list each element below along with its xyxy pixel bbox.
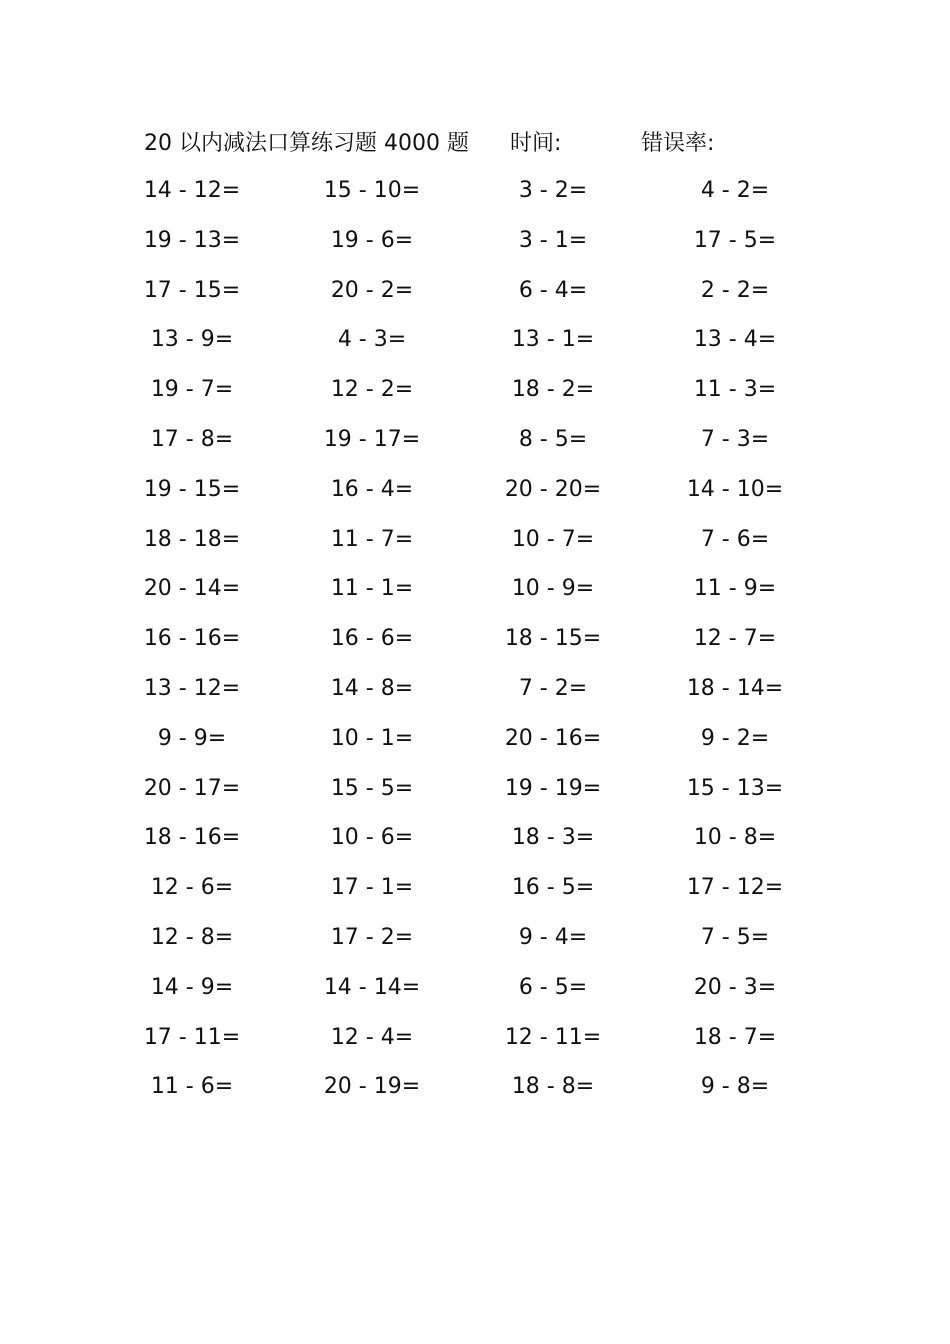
problem-item: 12 - 7=	[693, 626, 777, 652]
problem-item: 19 - 15=	[143, 476, 241, 502]
problem-item: 18 - 14=	[686, 675, 784, 701]
problem-item: 12 - 4=	[330, 1024, 414, 1050]
problem-item: 20 - 17=	[143, 775, 241, 801]
problem-item: 19 - 6=	[330, 227, 414, 253]
problem-row	[0, 867, 950, 917]
problem-item: 18 - 7=	[693, 1024, 777, 1050]
problem-row	[0, 1066, 950, 1116]
problem-row	[0, 170, 950, 220]
problem-item: 14 - 12=	[143, 178, 241, 203]
problem-row	[0, 369, 950, 419]
problem-row	[0, 768, 950, 818]
problem-item: 14 - 10=	[686, 476, 784, 502]
problem-item: 14 - 8=	[330, 675, 414, 701]
problem-item: 2 - 2=	[700, 277, 770, 303]
problem-row	[0, 1017, 950, 1067]
problem-item: 18 - 2=	[511, 377, 595, 403]
problem-item: 13 - 12=	[143, 675, 241, 701]
problem-item: 8 - 5=	[518, 426, 588, 452]
problem-item: 15 - 5=	[330, 775, 414, 801]
problem-item: 9 - 4=	[518, 924, 588, 950]
problem-item: 10 - 1=	[330, 725, 414, 751]
problem-item: 15 - 10=	[323, 178, 421, 203]
problem-item: 11 - 9=	[693, 576, 777, 602]
problem-row	[0, 319, 950, 369]
problem-item: 17 - 8=	[150, 426, 234, 452]
problem-row	[0, 419, 950, 469]
time-label: 时间:	[510, 131, 562, 156]
problem-item: 4 - 3=	[337, 327, 407, 353]
problem-row	[0, 917, 950, 967]
problem-item: 20 - 20=	[504, 476, 602, 502]
problem-item: 16 - 5=	[511, 875, 595, 901]
problem-item: 16 - 6=	[330, 626, 414, 652]
problem-item: 19 - 19=	[504, 775, 602, 801]
problem-item: 18 - 8=	[511, 1074, 595, 1100]
problem-item: 13 - 1=	[511, 327, 595, 353]
problem-item: 6 - 4=	[518, 277, 588, 303]
problem-item: 10 - 9=	[511, 576, 595, 602]
problem-item: 11 - 3=	[693, 377, 777, 403]
problem-item: 12 - 6=	[150, 875, 234, 901]
problem-item: 15 - 13=	[686, 775, 784, 801]
problem-item: 20 - 2=	[330, 277, 414, 303]
problem-item: 19 - 13=	[143, 227, 241, 253]
problem-item: 16 - 4=	[330, 476, 414, 502]
problem-row	[0, 220, 950, 270]
worksheet-header	[144, 124, 804, 164]
problem-item: 7 - 6=	[700, 526, 770, 552]
problem-item: 19 - 7=	[150, 377, 234, 403]
worksheet-title: 20 以内减法口算练习题 4000 题	[144, 131, 469, 156]
problem-item: 14 - 14=	[323, 974, 421, 1000]
problem-item: 4 - 2=	[700, 178, 770, 203]
problem-item: 17 - 5=	[693, 227, 777, 253]
problem-row	[0, 967, 950, 1017]
problem-item: 3 - 2=	[518, 178, 588, 203]
problem-item: 13 - 4=	[693, 327, 777, 353]
problem-item: 17 - 11=	[143, 1024, 241, 1050]
problem-item: 18 - 15=	[504, 626, 602, 652]
problem-item: 20 - 19=	[323, 1074, 421, 1100]
problem-item: 9 - 8=	[700, 1074, 770, 1100]
problem-item: 7 - 2=	[518, 675, 588, 701]
problem-item: 6 - 5=	[518, 974, 588, 1000]
problem-grid	[0, 170, 950, 1116]
problem-item: 16 - 16=	[143, 626, 241, 652]
problem-item: 12 - 11=	[504, 1024, 602, 1050]
problem-item: 13 - 9=	[150, 327, 234, 353]
problem-item: 11 - 7=	[330, 526, 414, 552]
problem-item: 20 - 16=	[504, 725, 602, 751]
problem-item: 20 - 3=	[693, 974, 777, 1000]
problem-item: 18 - 3=	[511, 825, 595, 851]
problem-item: 7 - 5=	[700, 924, 770, 950]
problem-item: 7 - 3=	[700, 426, 770, 452]
problem-item: 20 - 14=	[143, 576, 241, 602]
problem-item: 17 - 15=	[143, 277, 241, 303]
problem-item: 11 - 6=	[150, 1074, 234, 1100]
problem-row	[0, 817, 950, 867]
problem-item: 11 - 1=	[330, 576, 414, 602]
problem-item: 17 - 1=	[330, 875, 414, 901]
problem-row	[0, 668, 950, 718]
problem-row	[0, 469, 950, 519]
problem-row	[0, 519, 950, 569]
problem-item: 14 - 9=	[150, 974, 234, 1000]
problem-item: 10 - 7=	[511, 526, 595, 552]
problem-item: 9 - 9=	[157, 725, 227, 751]
problem-row	[0, 718, 950, 768]
problem-item: 18 - 18=	[143, 526, 241, 552]
problem-item: 12 - 8=	[150, 924, 234, 950]
problem-row	[0, 568, 950, 618]
problem-item: 19 - 17=	[323, 426, 421, 452]
error-rate-label: 错误率:	[641, 131, 715, 156]
problem-item: 3 - 1=	[518, 227, 588, 253]
problem-item: 17 - 12=	[686, 875, 784, 901]
problem-item: 12 - 2=	[330, 377, 414, 403]
problem-item: 9 - 2=	[700, 725, 770, 751]
problem-item: 10 - 8=	[693, 825, 777, 851]
problem-row	[0, 270, 950, 320]
problem-item: 18 - 16=	[143, 825, 241, 851]
problem-item: 10 - 6=	[330, 825, 414, 851]
problem-row	[0, 618, 950, 668]
problem-item: 17 - 2=	[330, 924, 414, 950]
